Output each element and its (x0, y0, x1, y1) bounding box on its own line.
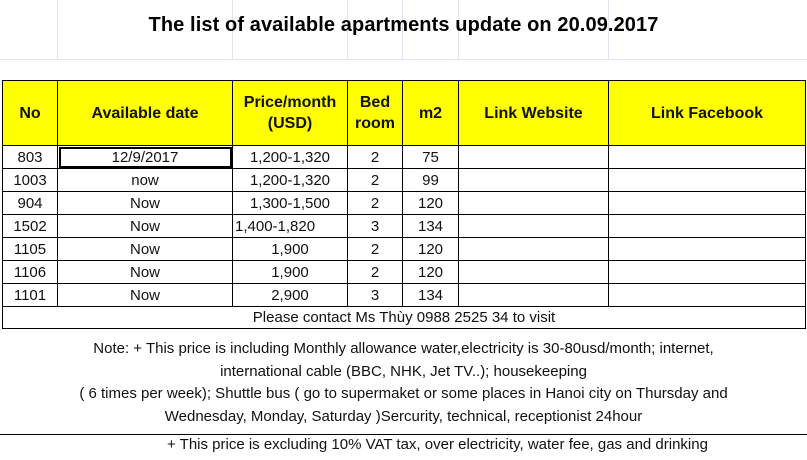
cell-no[interactable]: 1502 (3, 215, 58, 238)
apartments-table (2, 80, 806, 329)
note-block (0, 338, 807, 428)
cell-link-website[interactable] (459, 146, 609, 169)
cell-link-website[interactable] (459, 192, 609, 215)
header-no[interactable]: No (3, 81, 58, 146)
cell-date[interactable]: now (58, 169, 233, 192)
contact-row (3, 307, 806, 329)
cell-date[interactable]: Now (58, 284, 233, 307)
header-available-date[interactable]: Available date (58, 81, 233, 146)
cell-link-website[interactable] (459, 261, 609, 284)
page-title: The list of available apartments update on 20.09.2017 (148, 14, 659, 36)
cell-m2[interactable]: 134 (403, 284, 459, 307)
header-m2[interactable]: m2 (403, 81, 459, 146)
cell-date[interactable]: Now (58, 261, 233, 284)
cell-price[interactable]: 1,200-1,320 (233, 169, 348, 192)
cell-link-facebook[interactable] (609, 215, 806, 238)
header-row (3, 81, 806, 146)
table-row (3, 169, 806, 192)
cell-link-website[interactable] (459, 238, 609, 261)
header-bedroom[interactable]: Bed room (348, 81, 403, 146)
cell-price[interactable]: 1,400-1,820 (233, 215, 348, 238)
cell-bed[interactable]: 2 (348, 238, 403, 261)
note-line: international cable (BBC, NHK, Jet TV..); housekeeping (220, 362, 587, 380)
cell-date[interactable]: Now (58, 215, 233, 238)
cell-link-website[interactable] (459, 215, 609, 238)
cell-date[interactable]: Now (58, 192, 233, 215)
cell-price[interactable]: 1,300-1,500 (233, 192, 348, 215)
footer-note[interactable]: + This price is excluding 10% VAT tax, over electricity, water fee, gas and drinking (167, 436, 708, 453)
cell-no[interactable]: 803 (3, 146, 58, 169)
contact-cell[interactable]: Please contact Ms Thùy 0988 2525 34 to visit (3, 307, 806, 329)
cell-no[interactable]: 1106 (3, 261, 58, 284)
cell-link-facebook[interactable] (609, 284, 806, 307)
cell-no[interactable]: 1003 (3, 169, 58, 192)
cell-no[interactable]: 1105 (3, 238, 58, 261)
cell-m2[interactable]: 120 (403, 192, 459, 215)
cell-no[interactable]: 904 (3, 192, 58, 215)
cell-date-selected[interactable]: 12/9/2017 (58, 146, 233, 169)
cell-m2[interactable]: 99 (403, 169, 459, 192)
cell-link-facebook[interactable] (609, 238, 806, 261)
cell-link-facebook[interactable] (609, 146, 806, 169)
cell-date[interactable]: Now (58, 238, 233, 261)
footer-note-row (0, 434, 807, 460)
cell-m2[interactable]: 75 (403, 146, 459, 169)
cell-m2[interactable]: 134 (403, 215, 459, 238)
note-line: ( 6 times per week); Shuttle bus ( go to supermaket or some places in Hanoi city on Thursday and (79, 385, 728, 402)
cell-link-website[interactable] (459, 169, 609, 192)
cell-price[interactable]: 1,900 (233, 238, 348, 261)
table-row (3, 284, 806, 307)
cell-m2[interactable]: 120 (403, 261, 459, 284)
cell-bed[interactable]: 3 (348, 284, 403, 307)
cell-price[interactable]: 1,200-1,320 (233, 146, 348, 169)
cell-no[interactable]: 1101 (3, 284, 58, 307)
note-line: Wednesday, Monday, Saturday )Sercurity, technical, receptionist 24hour (164, 407, 643, 425)
header-link-website[interactable]: Link Website (459, 81, 609, 146)
table-row (3, 192, 806, 215)
cell-link-facebook[interactable] (609, 261, 806, 284)
header-link-facebook[interactable]: Link Facebook (609, 81, 806, 146)
cell-bed[interactable]: 2 (348, 146, 403, 169)
cell-m2[interactable]: 120 (403, 238, 459, 261)
cell-link-website[interactable] (459, 284, 609, 307)
cell-link-facebook[interactable] (609, 169, 806, 192)
table-row (3, 238, 806, 261)
cell-bed[interactable]: 2 (348, 169, 403, 192)
cell-price[interactable]: 1,900 (233, 261, 348, 284)
cell-price[interactable]: 2,900 (233, 284, 348, 307)
table-row (3, 261, 806, 284)
cell-bed[interactable]: 2 (348, 192, 403, 215)
cell-bed[interactable]: 3 (348, 215, 403, 238)
table-row (3, 215, 806, 238)
cell-bed[interactable]: 2 (348, 261, 403, 284)
table-row (3, 146, 806, 169)
header-price[interactable]: Price/month (USD) (233, 81, 348, 146)
cell-link-facebook[interactable] (609, 192, 806, 215)
note-line: Note: + This price is including Monthly allowance water,electricity is 30-80usd/month; internet, (93, 340, 714, 357)
